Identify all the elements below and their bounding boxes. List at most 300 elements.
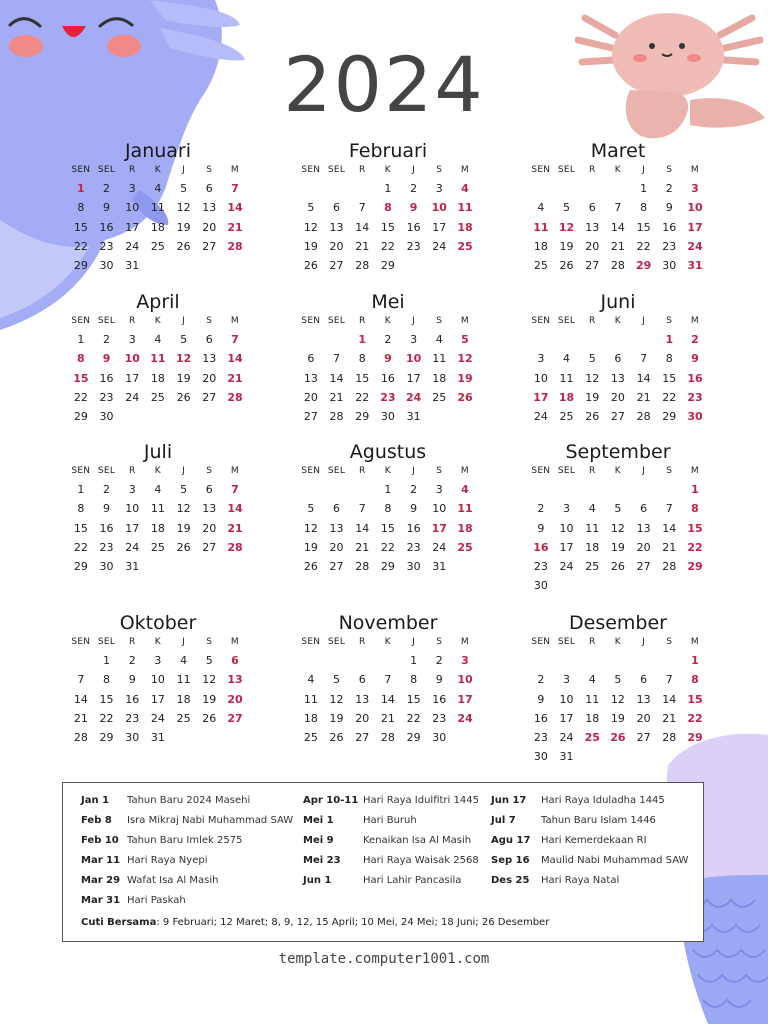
- day-cell: [119, 407, 145, 426]
- week-row: [68, 218, 248, 237]
- day-cell: 16: [533, 540, 549, 554]
- day-cell: 11: [150, 352, 166, 366]
- day-cell: 31: [559, 750, 574, 764]
- day-cell: 29: [687, 731, 703, 745]
- day-cell: 4: [461, 483, 469, 496]
- weekday-header: [528, 313, 708, 330]
- weekday-label: M: [230, 165, 239, 175]
- day-cell: 26: [202, 711, 217, 725]
- week-row: [68, 480, 248, 499]
- day-cell: 19: [559, 239, 574, 253]
- day-cell: 19: [329, 711, 344, 725]
- day-cell: 30: [687, 410, 703, 424]
- day-cell: [324, 651, 350, 670]
- day-cell: 17: [150, 692, 165, 706]
- day-cell: 1: [384, 483, 392, 496]
- day-cell: [605, 651, 631, 670]
- day-cell: 12: [176, 502, 191, 516]
- holiday-row: [81, 811, 293, 831]
- day-cell: 5: [588, 352, 596, 366]
- day-cell: 2: [410, 483, 418, 496]
- week-row: [528, 747, 708, 766]
- day-cell: 30: [662, 259, 677, 273]
- day-cell: 7: [665, 502, 673, 516]
- day-cell: 11: [150, 201, 165, 215]
- day-cell: 17: [457, 692, 473, 706]
- weekday-label: K: [614, 637, 621, 647]
- day-cell: 25: [303, 731, 318, 745]
- weekday-label: M: [460, 637, 469, 647]
- day-cell: 19: [457, 371, 473, 385]
- day-cell: 20: [227, 692, 243, 706]
- weekday-label: R: [358, 165, 366, 175]
- weekday-label: M: [690, 165, 699, 175]
- weekday-label: S: [666, 637, 673, 647]
- day-cell: 17: [432, 220, 447, 234]
- weekday-label: R: [588, 637, 596, 647]
- day-cell: 4: [537, 201, 545, 215]
- day-cell: 7: [231, 182, 239, 195]
- day-cell: 22: [636, 239, 651, 253]
- day-cell: 23: [432, 711, 447, 725]
- day-cell: 28: [355, 259, 370, 273]
- day-cell: 9: [410, 502, 418, 516]
- day-cell: 31: [432, 560, 447, 574]
- day-cell: 6: [588, 201, 596, 215]
- day-cell: 3: [128, 333, 136, 346]
- day-cell: 10: [687, 201, 703, 215]
- day-cell: [196, 256, 222, 275]
- weekday-header: [298, 313, 478, 330]
- month-4: [298, 291, 478, 426]
- day-cell: [605, 480, 631, 499]
- day-cell: 25: [533, 259, 548, 273]
- day-cell: 11: [533, 220, 549, 234]
- month-name: Februari: [348, 140, 428, 162]
- day-cell: 10: [124, 352, 140, 366]
- day-cell: 25: [176, 711, 191, 725]
- day-cell: 21: [662, 540, 677, 554]
- weekday-label: M: [230, 637, 239, 647]
- holiday-column-1: [81, 791, 293, 911]
- weekday-label: R: [128, 165, 136, 175]
- weekday-label: K: [384, 466, 391, 476]
- day-cell: [452, 256, 478, 275]
- week-row: [68, 369, 248, 388]
- weekday-label: S: [666, 165, 673, 175]
- day-cell: [605, 576, 631, 595]
- day-cell: 6: [358, 673, 366, 687]
- day-cell: 18: [585, 711, 600, 725]
- holiday-row: [491, 851, 688, 871]
- day-cell: 17: [125, 220, 140, 234]
- week-row: [528, 499, 708, 518]
- day-cell: 26: [610, 731, 626, 745]
- day-cell: 28: [636, 410, 651, 424]
- day-cell: 15: [380, 220, 395, 234]
- day-cell: 18: [432, 371, 447, 385]
- day-cell: 12: [303, 521, 318, 535]
- day-cell: 28: [73, 731, 88, 745]
- holiday-row: [81, 851, 293, 871]
- day-cell: [579, 747, 605, 766]
- day-cell: 26: [457, 390, 473, 404]
- day-cell: 13: [610, 371, 625, 385]
- day-cell: 8: [640, 201, 648, 215]
- day-cell: 23: [380, 390, 396, 404]
- day-cell: 16: [432, 692, 447, 706]
- day-cell: 1: [665, 333, 674, 346]
- day-cell: [656, 576, 682, 595]
- day-cell: 28: [227, 540, 243, 554]
- day-cell: 1: [410, 654, 418, 667]
- day-cell: 5: [307, 502, 315, 516]
- week-row: [298, 690, 478, 709]
- day-cell: 16: [662, 220, 677, 234]
- day-cell: 7: [77, 673, 85, 687]
- day-cell: [222, 728, 248, 747]
- week-row: [298, 369, 478, 388]
- week-row: [68, 557, 248, 576]
- month-2: [528, 140, 708, 275]
- day-cell: 10: [533, 371, 548, 385]
- day-cell: 10: [559, 521, 574, 535]
- day-cell: 19: [610, 540, 625, 554]
- website-url[interactable]: template.computer1001.com: [278, 951, 490, 967]
- day-cell: 7: [614, 201, 622, 215]
- day-cell: 8: [691, 673, 699, 687]
- month-name: Juni: [600, 291, 636, 313]
- day-cell: [528, 480, 554, 499]
- day-cell: 25: [559, 410, 574, 424]
- day-cell: [631, 480, 657, 499]
- week-row: [528, 690, 708, 709]
- year-title: 2024: [283, 40, 485, 129]
- holiday-row: [81, 831, 293, 851]
- month-6: [68, 441, 248, 576]
- day-cell: 22: [73, 540, 88, 554]
- month-name: Desember: [569, 612, 667, 634]
- holiday-name: Hari Lahir Pancasila: [363, 875, 462, 886]
- weekday-label: K: [614, 165, 621, 175]
- day-cell: 3: [691, 182, 699, 195]
- holiday-date: Mei 9: [303, 835, 334, 846]
- day-cell: 23: [99, 239, 114, 253]
- day-cell: 6: [640, 673, 648, 687]
- day-cell: 2: [537, 673, 545, 687]
- day-cell: [631, 330, 657, 349]
- day-cell: 8: [77, 502, 85, 516]
- weekday-label: K: [614, 316, 621, 326]
- day-cell: [298, 480, 324, 499]
- day-cell: 14: [73, 692, 88, 706]
- day-cell: 21: [610, 239, 625, 253]
- day-cell: [324, 179, 350, 198]
- day-cell: 15: [406, 692, 421, 706]
- day-cell: 5: [180, 483, 188, 496]
- week-row: [528, 519, 708, 538]
- day-cell: 28: [329, 410, 344, 424]
- day-cell: 26: [610, 560, 625, 574]
- day-cell: 8: [384, 201, 392, 215]
- day-cell: 18: [150, 220, 165, 234]
- day-cell: 10: [125, 502, 140, 516]
- day-cell: 16: [99, 521, 114, 535]
- weekday-label: K: [154, 165, 161, 175]
- weekday-label: S: [436, 316, 443, 326]
- day-cell: 26: [303, 560, 318, 574]
- day-cell: 12: [202, 673, 217, 687]
- day-cell: 9: [102, 352, 111, 366]
- day-cell: [171, 557, 197, 576]
- day-cell: 28: [355, 560, 370, 574]
- day-cell: [452, 407, 478, 426]
- day-cell: 2: [691, 333, 699, 346]
- weekday-label: M: [460, 165, 469, 175]
- day-cell: 9: [537, 692, 545, 706]
- day-cell: 9: [103, 201, 111, 215]
- week-row: [298, 388, 478, 407]
- week-row: [528, 557, 708, 576]
- day-cell: 24: [125, 540, 140, 554]
- day-cell: 8: [103, 673, 111, 687]
- day-cell: 25: [150, 540, 165, 554]
- day-cell: 18: [303, 711, 318, 725]
- holiday-row: [303, 791, 479, 811]
- weekday-label: J: [412, 637, 416, 647]
- weekday-label: K: [154, 466, 161, 476]
- day-cell: 14: [227, 352, 243, 366]
- day-cell: 23: [125, 711, 140, 725]
- day-cell: 4: [154, 483, 162, 496]
- weekday-header: [298, 634, 478, 651]
- day-cell: [554, 179, 580, 198]
- day-cell: 5: [180, 182, 188, 195]
- day-cell: 6: [231, 654, 239, 667]
- week-row: [528, 349, 708, 368]
- day-cell: 8: [77, 352, 85, 366]
- holiday-row: [303, 851, 479, 871]
- day-cell: 21: [662, 711, 677, 725]
- weekday-label: R: [358, 637, 366, 647]
- day-cell: 14: [610, 220, 625, 234]
- weekday-label: M: [230, 316, 239, 326]
- day-cell: 14: [636, 371, 651, 385]
- day-cell: 5: [614, 502, 622, 516]
- day-cell: 20: [329, 540, 344, 554]
- day-cell: [656, 651, 682, 670]
- cuti-bersama: [81, 917, 549, 928]
- holiday-name: Hari Paskah: [127, 895, 186, 906]
- day-cell: 19: [585, 390, 600, 404]
- holiday-name: Wafat Isa Al Masih: [127, 875, 219, 886]
- day-cell: 26: [559, 259, 574, 273]
- day-cell: 21: [227, 521, 243, 535]
- day-cell: 7: [333, 352, 341, 366]
- day-cell: 18: [585, 540, 600, 554]
- weekday-header: [68, 162, 248, 179]
- day-cell: 12: [610, 521, 625, 535]
- day-cell: 22: [380, 239, 395, 253]
- day-cell: 5: [205, 654, 213, 667]
- day-cell: 10: [432, 502, 447, 516]
- day-cell: 18: [533, 239, 548, 253]
- day-cell: 15: [636, 220, 651, 234]
- day-cell: 20: [636, 711, 651, 725]
- day-cell: 5: [614, 673, 622, 687]
- day-cell: 4: [154, 333, 162, 346]
- holiday-name: Hari Raya Waisak 2568: [363, 855, 479, 866]
- day-cell: 13: [636, 521, 651, 535]
- day-cell: 18: [150, 521, 165, 535]
- holiday-date: Mar 29: [81, 875, 121, 886]
- day-cell: 6: [640, 502, 648, 516]
- day-cell: 1: [77, 182, 85, 195]
- holiday-name: Maulid Nabi Muhammad SAW: [541, 855, 689, 866]
- day-cell: 28: [610, 259, 625, 273]
- weekday-label: S: [436, 165, 443, 175]
- month-1: [298, 140, 478, 275]
- weekday-label: J: [642, 165, 646, 175]
- week-row: [298, 198, 478, 217]
- day-cell: 21: [355, 239, 370, 253]
- day-cell: 31: [125, 259, 140, 273]
- day-cell: 17: [533, 390, 549, 404]
- weekday-label: SEL: [327, 316, 346, 326]
- day-cell: 20: [610, 390, 625, 404]
- day-cell: 20: [202, 220, 217, 234]
- day-cell: 7: [358, 201, 366, 215]
- weekday-label: M: [690, 466, 699, 476]
- day-cell: 3: [563, 502, 571, 516]
- day-cell: 26: [329, 731, 344, 745]
- day-cell: 14: [355, 521, 370, 535]
- day-cell: 26: [176, 540, 191, 554]
- day-cell: [426, 256, 452, 275]
- week-row: [528, 651, 708, 670]
- holiday-date: Feb 8: [81, 815, 112, 826]
- holiday-date: Mar 31: [81, 895, 121, 906]
- day-cell: [401, 256, 427, 275]
- month-9: [68, 612, 248, 747]
- day-cell: 25: [584, 731, 600, 745]
- holiday-row: [81, 791, 293, 811]
- day-cell: 16: [99, 220, 114, 234]
- month-8: [528, 441, 708, 596]
- day-cell: 31: [150, 731, 165, 745]
- day-cell: 21: [73, 711, 88, 725]
- weekday-label: SEN: [531, 637, 551, 647]
- day-cell: 25: [150, 239, 165, 253]
- day-cell: 10: [559, 692, 574, 706]
- week-row: [528, 179, 708, 198]
- day-cell: 9: [691, 352, 699, 366]
- day-cell: 30: [533, 750, 548, 764]
- day-cell: 14: [227, 502, 243, 516]
- day-cell: 24: [687, 239, 703, 253]
- day-cell: 15: [355, 371, 370, 385]
- day-cell: 16: [99, 371, 114, 385]
- day-cell: 5: [307, 201, 315, 215]
- day-cell: 13: [202, 352, 217, 366]
- day-cell: 28: [227, 239, 243, 253]
- day-cell: [579, 179, 605, 198]
- holiday-row: [303, 871, 479, 891]
- day-cell: 17: [687, 220, 703, 234]
- day-cell: 22: [687, 711, 703, 725]
- day-cell: 20: [202, 521, 217, 535]
- day-cell: 2: [537, 502, 545, 516]
- day-cell: 17: [559, 711, 574, 725]
- month-11: [528, 612, 708, 767]
- day-cell: 31: [406, 410, 421, 424]
- week-row: [68, 538, 248, 557]
- week-row: [68, 407, 248, 426]
- day-cell: 10: [405, 352, 422, 366]
- day-cell: 30: [99, 259, 114, 273]
- day-cell: 15: [73, 220, 88, 234]
- day-cell: 2: [103, 182, 111, 195]
- day-cell: 1: [77, 483, 85, 496]
- holiday-name: Tahun Baru Islam 1446: [541, 815, 656, 826]
- weekday-label: J: [182, 637, 186, 647]
- week-row: [298, 557, 478, 576]
- day-cell: [554, 330, 580, 349]
- day-cell: [605, 747, 631, 766]
- day-cell: 25: [457, 239, 473, 253]
- week-row: [68, 179, 248, 198]
- day-cell: 21: [355, 540, 370, 554]
- weekday-label: J: [182, 165, 186, 175]
- holiday-date: Mei 1: [303, 815, 334, 826]
- day-cell: [145, 407, 171, 426]
- day-cell: [145, 557, 171, 576]
- day-cell: 19: [176, 371, 191, 385]
- weekday-label: K: [614, 466, 621, 476]
- holiday-name: Hari Buruh: [363, 815, 417, 826]
- day-cell: 28: [227, 390, 243, 404]
- day-cell: 25: [432, 390, 447, 404]
- weekday-label: SEL: [557, 165, 576, 175]
- day-cell: 22: [380, 540, 395, 554]
- week-row: [68, 709, 248, 728]
- day-cell: 27: [636, 731, 651, 745]
- day-cell: 6: [333, 502, 341, 516]
- week-row: [528, 480, 708, 499]
- day-cell: [528, 179, 554, 198]
- day-cell: [298, 179, 324, 198]
- day-cell: [426, 407, 452, 426]
- day-cell: [656, 747, 682, 766]
- weekday-label: R: [588, 466, 596, 476]
- holiday-row: [81, 891, 293, 911]
- week-row: [528, 369, 708, 388]
- day-cell: 27: [227, 711, 243, 725]
- month-name: April: [136, 291, 180, 313]
- day-cell: [656, 480, 682, 499]
- day-cell: 3: [410, 333, 418, 346]
- week-row: [68, 256, 248, 275]
- week-row: [528, 198, 708, 217]
- day-cell: 3: [128, 483, 136, 496]
- weekday-label: SEL: [327, 637, 346, 647]
- weekday-label: R: [588, 316, 596, 326]
- day-cell: 29: [99, 731, 114, 745]
- day-cell: [554, 576, 580, 595]
- holiday-date: Agu 17: [491, 835, 531, 846]
- day-cell: 21: [636, 390, 651, 404]
- day-cell: 4: [307, 673, 315, 687]
